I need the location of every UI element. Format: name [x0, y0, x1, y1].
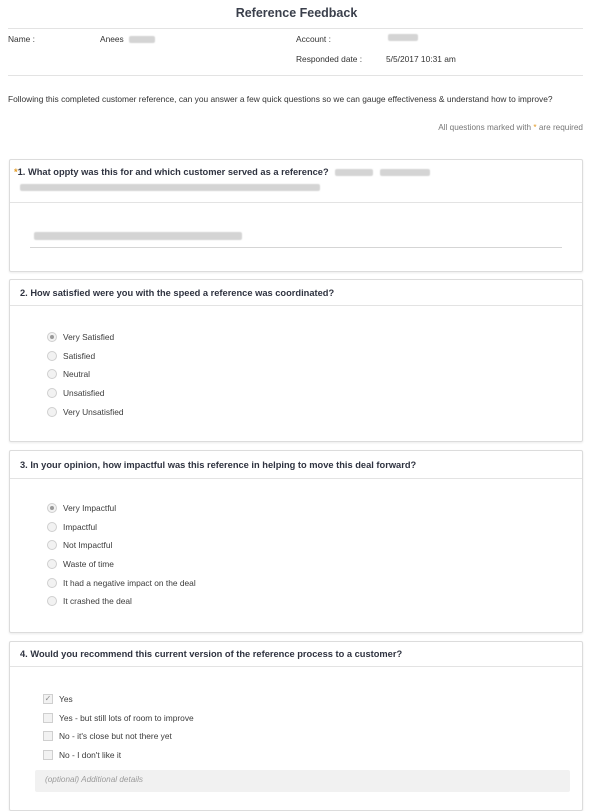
option-label: Yes - but still lots of room to improve [59, 712, 194, 723]
option-label: Satisfied [63, 350, 96, 361]
option-label: Neutral [63, 369, 90, 380]
radio-icon[interactable] [47, 388, 57, 398]
option-label: Not Impactful [63, 540, 113, 551]
question-3-options [47, 499, 196, 611]
option-no-dont-like[interactable] [43, 746, 194, 765]
name-first: Anees [100, 34, 124, 44]
question-card-3 [9, 450, 583, 633]
option-label: No - I don't like it [59, 750, 122, 761]
intro-text: Following this completed customer reference, can you answer a few quick questions so we can gauge effectiveness & understand how to improve? [8, 94, 553, 104]
question-1-header [10, 160, 582, 203]
account-redacted [388, 34, 418, 41]
option-label: Yes [59, 694, 73, 705]
question-2-options [47, 328, 124, 421]
option-unsatisfied[interactable] [47, 384, 124, 403]
question-1-title: 1. What oppty was this for and which customer served as a reference? [17, 167, 329, 177]
checkbox-icon[interactable] [43, 713, 53, 723]
option-label: It crashed the deal [63, 596, 132, 607]
question-card-2 [9, 279, 583, 442]
checkbox-icon[interactable] [43, 750, 53, 760]
option-label: Very Unsatisfied [63, 406, 124, 417]
option-label: Impactful [63, 521, 97, 532]
additional-details-input[interactable]: (optional) Additional details [35, 770, 570, 792]
option-label: It had a negative impact on the deal [63, 577, 196, 588]
radio-selected-icon[interactable] [47, 332, 57, 342]
option-label: Very Satisfied [63, 332, 115, 343]
option-neutral[interactable] [47, 365, 124, 384]
option-yes-room-to-improve[interactable] [43, 709, 194, 728]
question-card-1 [9, 159, 583, 272]
option-not-impactful[interactable] [47, 536, 196, 555]
question-4-options [43, 690, 194, 764]
responded-label: Responded date : [296, 54, 363, 64]
radio-icon[interactable] [47, 351, 57, 361]
option-label: No - it's close but not there yet [59, 731, 172, 742]
question-1-redacted-line [20, 184, 320, 191]
option-negative-impact[interactable] [47, 573, 196, 592]
responded-value: 5/5/2017 10:31 am [386, 54, 456, 64]
radio-icon[interactable] [47, 596, 57, 606]
checkbox-checked-icon[interactable]: ✓ [44, 694, 52, 704]
radio-icon[interactable] [47, 369, 57, 379]
option-very-impactful[interactable] [47, 499, 196, 518]
question-1-answer-field[interactable] [30, 224, 562, 248]
option-crashed-deal[interactable] [47, 592, 196, 611]
required-note-suffix: are required [536, 122, 583, 132]
option-yes[interactable] [43, 690, 194, 709]
radio-icon[interactable] [47, 407, 57, 417]
account-label: Account : [296, 34, 331, 44]
required-note-star: * [533, 122, 537, 132]
question-1-redacted-b [380, 169, 430, 176]
option-label: Very Impactful [63, 503, 117, 514]
reference-meta [8, 28, 583, 76]
option-very-unsatisfied[interactable] [47, 402, 124, 421]
name-redacted [129, 36, 155, 43]
option-satisfied[interactable] [47, 347, 124, 366]
question-2-header: 2. How satisfied were you with the speed a reference was coordinated? [10, 280, 582, 306]
checkbox-icon[interactable] [43, 731, 53, 741]
radio-icon[interactable] [47, 559, 57, 569]
question-4-header: 4. Would you recommend this current version of the reference process to a customer? [10, 642, 582, 667]
question-1-answer-redacted [34, 232, 242, 240]
option-label: Unsatisfied [63, 388, 105, 399]
option-waste-of-time[interactable] [47, 555, 196, 574]
radio-icon[interactable] [47, 578, 57, 588]
radio-icon[interactable] [47, 522, 57, 532]
page-title: Reference Feedback [235, 6, 358, 20]
option-no-close[interactable] [43, 727, 194, 746]
required-note-prefix: All questions marked with [438, 122, 534, 132]
question-1-redacted-a [335, 169, 373, 176]
question-3-header: 3. In your opinion, how impactful was this reference in helping to move this deal forward? [10, 451, 582, 479]
option-very-satisfied[interactable] [47, 328, 124, 347]
option-label: Waste of time [63, 559, 114, 570]
radio-icon[interactable] [47, 540, 57, 550]
name-value [100, 34, 155, 44]
name-label: Name : [8, 34, 35, 44]
option-impactful[interactable] [47, 518, 196, 537]
question-card-4 [9, 641, 583, 811]
required-note [0, 123, 583, 132]
radio-selected-icon[interactable] [47, 503, 57, 513]
required-star: * [14, 167, 18, 177]
